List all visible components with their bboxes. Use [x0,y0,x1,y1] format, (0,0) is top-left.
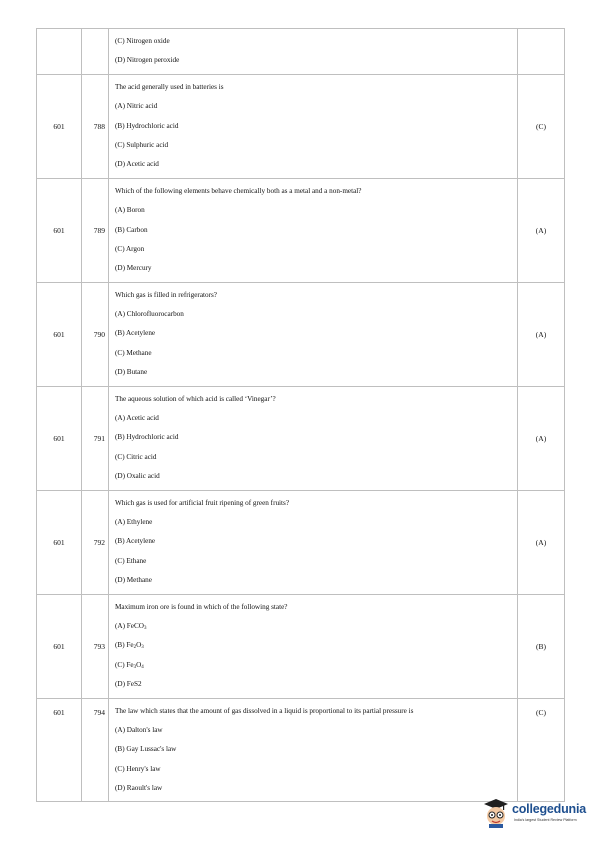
option-text: (C) Henry's law [115,764,161,773]
option-text: (C) Ethane [115,556,147,565]
option-text: (A) Acetic acid [115,414,159,423]
number-cell: 793 [82,594,109,698]
option-text: (B) $Fe_2O_3$ [115,641,144,651]
table-row [37,74,565,178]
option-text: (C) Nitrogen oxide [115,37,170,45]
option-text: (A) Ethylene [115,517,153,526]
collegedunia-logo [483,796,593,836]
question-text: The law which states that the amount of gas dissolved in a liquid is proportional to its partial pressure is [115,706,414,715]
question-text: Which gas is filled in refrigerators? [115,290,217,299]
answer-cell: (A) [518,490,565,594]
option-text: (D) Methane [115,576,152,585]
number-cell [82,29,109,75]
option-text: (A) Nitric acid [115,102,158,111]
mascot-icon [483,798,509,828]
option-text: (A) Dalton's law [115,725,163,734]
option-text: (C) Methane [115,348,152,357]
question-cell [109,29,518,75]
option-text: (B) Carbon [115,225,148,234]
code-cell: 601 [37,74,82,178]
number-cell: 789 [82,178,109,282]
answer-cell: (A) [518,386,565,490]
question-text: The acid generally used in batteries is [115,82,224,91]
question-text: Maximum iron ore is found in which of the following state? [115,602,288,611]
code-cell: 601 [37,282,82,386]
number-cell: 791 [82,386,109,490]
option-text: (D) Oxalic acid [115,472,160,481]
code-cell: 601 [37,594,82,698]
code-cell: 601 [37,386,82,490]
answer-cell: (A) [518,282,565,386]
table-row [37,698,565,802]
question-cell [109,178,518,282]
option-text: (A) Boron [115,206,145,215]
number-cell: 790 [82,282,109,386]
option-text: (D) FeS2 [115,680,142,689]
number-cell: 788 [82,74,109,178]
option-text: (B) Gay Lussac's law [115,745,177,754]
option-text: (D) Acetic acid [115,160,159,169]
table-row-partial [37,29,565,75]
answer-cell: (B) [518,594,565,698]
question-cell [109,386,518,490]
table-row [37,490,565,594]
answer-cell: (A) [518,178,565,282]
code-cell: 601 [37,178,82,282]
number-cell: 794 [82,698,109,802]
question-cell [109,698,518,802]
table-row [37,386,565,490]
option-text: (C) Argon [115,244,145,253]
question-text: Which gas is used for artificial fruit ripening of green fruits? [115,498,290,507]
option-text: (D) Butane [115,368,148,377]
option-text: (C) Citric acid [115,452,157,461]
question-cell [109,490,518,594]
option-text: (B) Acetylene [115,537,156,546]
table-row [37,594,565,698]
brand-tagline: India's largest Student Review Platform [514,818,577,822]
option-text: (A) FeCO$_3$ [115,621,147,631]
number-cell: 792 [82,490,109,594]
option-text: (C) $Fe_3O_4$ [115,660,144,670]
option-text: (A) Chlorofluorocarbon [115,310,184,319]
question-cell [109,74,518,178]
table-row [37,282,565,386]
question-text: The aqueous solution of which acid is called ‘Vinegar’? [115,394,276,403]
brand-name: collegedunia [512,802,587,816]
option-text: (C) Sulphuric acid [115,140,169,149]
answer-cell [518,29,565,75]
table-row [37,178,565,282]
option-text: (B) Hydrochloric acid [115,433,179,442]
code-cell: 601 [37,698,82,802]
option-text: (D) Raoult's law [115,784,163,793]
code-cell: 601 [37,490,82,594]
question-table [36,28,565,802]
option-text: (D) Mercury [115,264,152,273]
question-cell [109,594,518,698]
code-cell [37,29,82,75]
option-text: (B) Hydrochloric acid [115,121,179,130]
question-cell [109,282,518,386]
answer-cell: (C) [518,74,565,178]
option-text: (B) Acetylene [115,329,156,338]
option-text: (D) Nitrogen peroxide [115,56,180,65]
question-text: Which of the following elements behave chemically both as a metal and a non-metal? [115,186,362,195]
answer-cell: (C) [518,698,565,802]
